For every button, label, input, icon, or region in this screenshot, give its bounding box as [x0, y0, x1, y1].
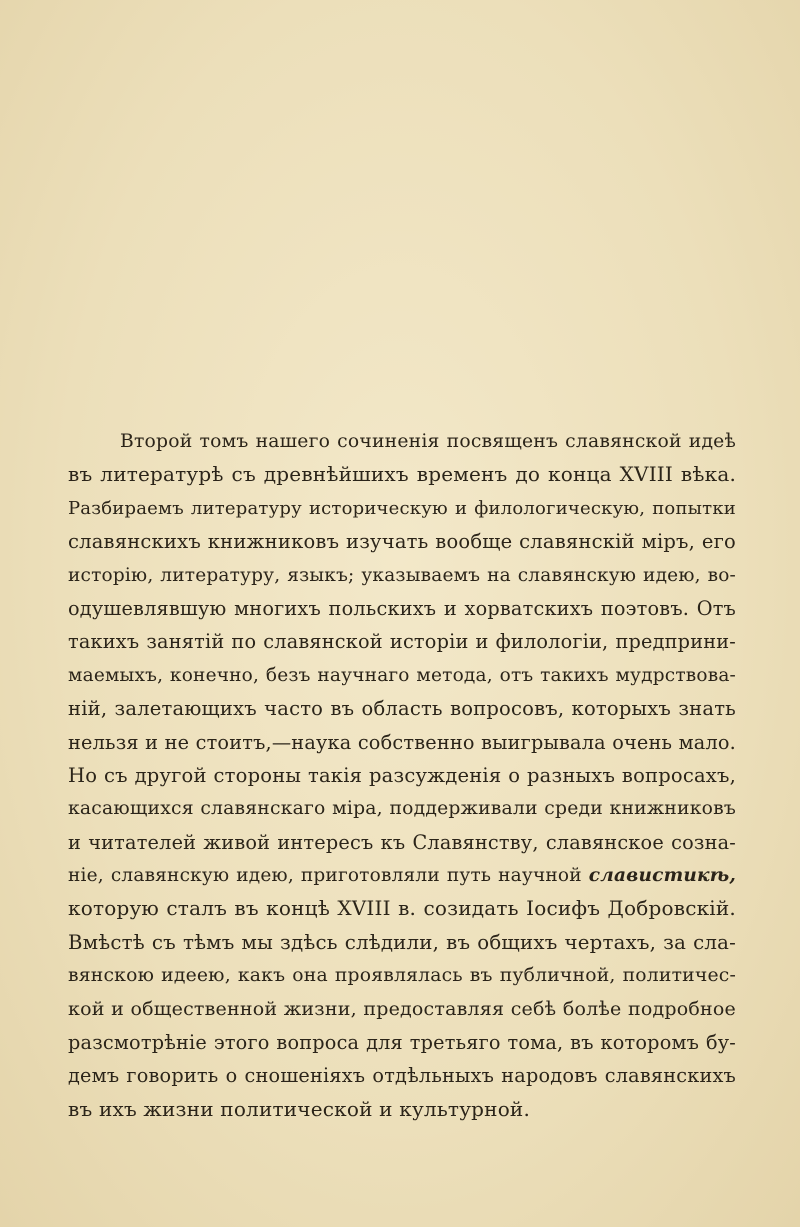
text-line: касающихся славянскаго міра, поддерживали среди книжниковъ — [68, 798, 736, 820]
text-line: Второй томъ нашего сочиненія посвященъ славянской идеѣ — [120, 431, 736, 452]
text-line: которую сталъ въ концѣ XVIII в. созидать Іосифъ Добровскій. — [68, 896, 736, 921]
text-line: такихъ занятій по славянской исторіи и филологіи, предприни- — [68, 630, 736, 654]
text-line: кой и общественной жизни, предоставляя себѣ болѣе подробное — [68, 997, 736, 1020]
text-line: одушевлявшую многихъ польскихъ и хорватскихъ поэтовъ. Отъ — [68, 596, 736, 620]
paragraph — [68, 425, 736, 1126]
text-line: въ ихъ жизни политической и культурной. — [68, 1096, 531, 1121]
text-line-with-emphasis — [68, 859, 736, 892]
emphasized-word: славистикѣ, — [588, 865, 736, 887]
text-line-start: ніе, славянскую идею, приготовляли путь научной — [68, 865, 582, 887]
text-line: славянскихъ книжниковъ изучать вообще славянскій міръ, его — [68, 530, 736, 554]
text-line: нельзя и не стоитъ,—наука собственно выигрывала очень мало. — [68, 730, 736, 754]
text-line: маемыхъ, конечно, безъ научнаго метода, отъ такихъ мудрствова- — [68, 664, 736, 686]
text-line: въ литературѣ съ древнѣйшихъ временъ до конца XVIII вѣка. — [68, 462, 736, 487]
text-line: разсмотрѣніе этого вопроса для третьяго тома, въ которомъ бу- — [68, 1031, 736, 1055]
text-line: вянскою идеею, какъ она проявлялась въ публичной, политичес- — [68, 965, 736, 987]
text-line: ній, залетающихъ часто въ область вопросовъ, которыхъ знать — [68, 697, 736, 721]
text-line: и читателей живой интересъ къ Славянству, славянское созна- — [68, 830, 736, 854]
text-line: Разбираемъ литературу историческую и филологическую, попытки — [68, 497, 736, 519]
text-line: демъ говорить о сношеніяхъ отдѣльныхъ народовъ славянскихъ — [68, 1064, 736, 1088]
text-line: Но съ другой стороны такія разсужденія о разныхъ вопросахъ, — [68, 763, 736, 787]
text-line: Вмѣстѣ съ тѣмъ мы здѣсь слѣдили, въ общихъ чертахъ, за сла- — [68, 930, 736, 954]
text-line: исторію, литературу, языкъ; указываемъ на славянскую идею, во- — [68, 564, 736, 586]
